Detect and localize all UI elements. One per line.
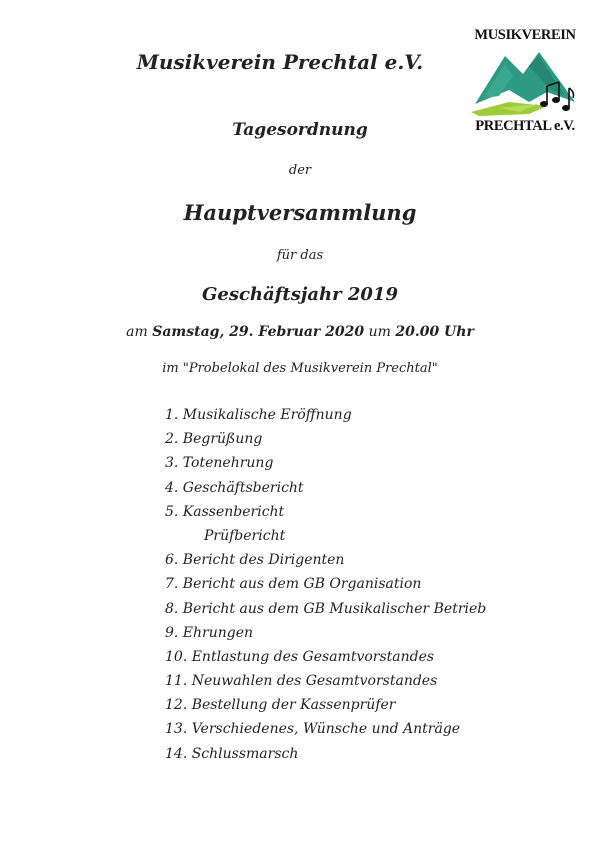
logo-bottom-text: PRECHTAL e.V.	[475, 118, 575, 134]
agenda-title: Tagesordnung	[232, 120, 368, 140]
meeting-date: Samstag, 29. Februar 2020	[152, 324, 365, 340]
agenda-item: 9. Ehrungen	[165, 624, 254, 641]
agenda-item: 12. Bestellung der Kassenprüfer	[165, 697, 396, 714]
agenda-item: 2. Begrüßung	[165, 431, 263, 448]
venue: im "Probelokal des Musikverein Prechtal"	[162, 361, 438, 376]
mountains-music-notes-icon	[469, 46, 581, 118]
agenda-item: 13. Verschiedenes, Wünsche und Anträge	[165, 721, 461, 738]
agenda-item: 5. Kassenbericht	[165, 503, 285, 520]
agenda-item: 1. Musikalische Eröffnung	[165, 407, 352, 423]
agenda-item: 11. Neuwahlen des Gesamtvorstandes	[165, 673, 438, 690]
meeting-time: 20.00 Uhr	[395, 324, 474, 340]
agenda-item: 8. Bericht aus dem GB Musikalischer Betrieb	[165, 600, 487, 617]
agenda-list	[165, 405, 486, 768]
agenda-item: 4. Geschäftsbericht	[165, 479, 304, 496]
agenda-item: 6. Bericht des Dirigenten	[165, 552, 345, 569]
organization-name: Musikverein Prechtal e.V.	[136, 50, 424, 74]
agenda-item: 7. Bericht aus dem GB Organisation	[165, 576, 422, 593]
agenda-item: 14. Schlussmarsch	[165, 745, 299, 762]
date-line	[0, 324, 600, 340]
connector-der: der	[288, 163, 312, 178]
connector-fuer: für das	[276, 248, 324, 263]
fiscal-year: Geschäftsjahr 2019	[202, 284, 398, 305]
agenda-item: 3. Totenehrung	[165, 455, 274, 472]
agenda-item: 10. Entlastung des Gesamtvorstandes	[165, 648, 435, 665]
date-middle: um	[368, 324, 391, 340]
meeting-title: Hauptversammlung	[183, 200, 417, 225]
logo-top-text: MUSIKVEREIN	[474, 27, 576, 43]
date-prefix: am	[126, 324, 148, 340]
agenda-subitem: Prüfbericht	[204, 527, 286, 544]
